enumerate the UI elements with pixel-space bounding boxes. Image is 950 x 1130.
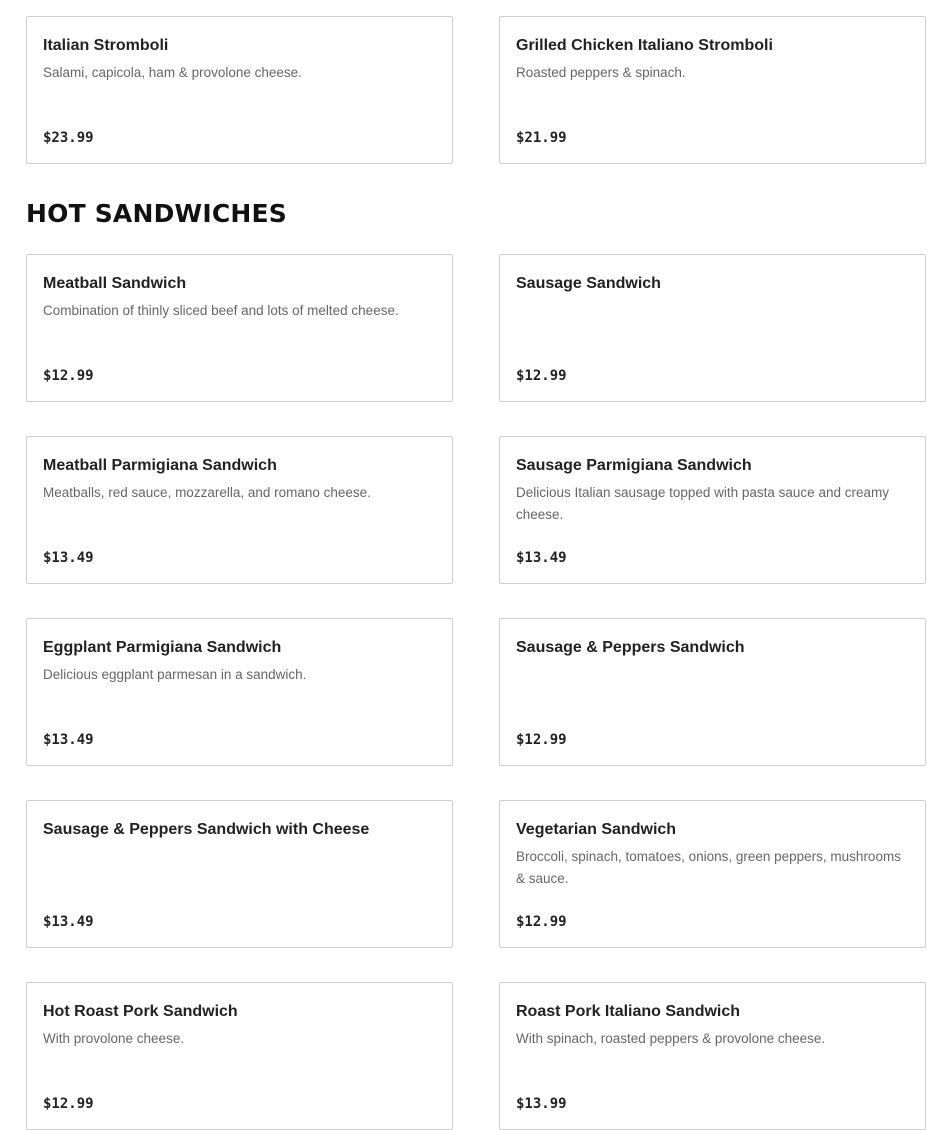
menu-item-name: Meatball Parmigiana Sandwich [43, 457, 277, 474]
section-title-hot-sandwiches: HOT SANDWICHES [26, 199, 287, 228]
menu-item-name: Hot Roast Pork Sandwich [43, 1003, 238, 1020]
menu-item-name: Sausage Sandwich [516, 275, 661, 292]
menu-item-card-meatball-sandwich[interactable] [26, 254, 453, 402]
menu-item-description: With spinach, roasted peppers & provolone cheese. [516, 1031, 826, 1046]
menu-item-name: Sausage Parmigiana Sandwich [516, 457, 752, 474]
menu-item-description: Delicious Italian sausage topped with pasta sauce and creamy cheese. [516, 485, 889, 522]
menu-item-card-sausage-peppers-sandwich-with-cheese[interactable] [26, 800, 453, 948]
menu-item-price: $13.49 [43, 732, 94, 748]
menu-item-price: $12.99 [516, 914, 567, 930]
menu-item-name: Roast Pork Italiano Sandwich [516, 1003, 741, 1020]
menu-item-name: Sausage & Peppers Sandwich [516, 639, 745, 656]
menu-item-price: $12.99 [43, 1096, 94, 1112]
menu-item-description: With provolone cheese. [43, 1031, 185, 1046]
menu-item-description: Salami, capicola, ham & provolone cheese. [43, 65, 302, 80]
menu-item-description: Meatballs, red sauce, mozzarella, and romano cheese. [43, 485, 371, 500]
menu-item-name: Eggplant Parmigiana Sandwich [43, 639, 282, 656]
menu-item-description: Combination of thinly sliced beef and lots of melted cheese. [43, 303, 399, 318]
menu-item-card-vegetarian-sandwich[interactable] [499, 800, 926, 948]
menu-item-price: $13.49 [43, 550, 94, 566]
menu-item-card-sausage-sandwich[interactable] [499, 254, 926, 402]
menu-item-name: Vegetarian Sandwich [516, 821, 677, 838]
menu-item-name: Italian Stromboli [43, 37, 169, 54]
menu-item-price: $13.99 [516, 1096, 567, 1112]
menu-item-price: $23.99 [43, 130, 94, 146]
menu-item-description: Broccoli, spinach, tomatoes, onions, green peppers, mushrooms & sauce. [516, 849, 901, 886]
menu-item-price: $21.99 [516, 130, 567, 146]
menu-item-card-hot-roast-pork-sandwich[interactable] [26, 982, 453, 1130]
menu-item-name: Grilled Chicken Italiano Stromboli [516, 37, 773, 54]
menu-item-name: Meatball Sandwich [43, 275, 187, 292]
menu-item-card-roast-pork-italiano-sandwich[interactable] [499, 982, 926, 1130]
menu-item-price: $13.49 [43, 914, 94, 930]
menu-item-price: $12.99 [516, 732, 567, 748]
menu-item-card-eggplant-parmigiana-sandwich[interactable] [26, 618, 453, 766]
menu-item-price: $12.99 [43, 368, 94, 384]
menu-item-description: Roasted peppers & spinach. [516, 65, 686, 80]
menu-item-card-sausage-parmigiana-sandwich[interactable] [499, 436, 926, 584]
menu-item-card-grilled-chicken-italiano-stromboli[interactable] [499, 16, 926, 164]
menu-item-price: $13.49 [516, 550, 567, 566]
menu-item-card-meatball-parmigiana-sandwich[interactable] [26, 436, 453, 584]
menu-item-card-sausage-peppers-sandwich[interactable] [499, 618, 926, 766]
menu-item-price: $12.99 [516, 368, 567, 384]
menu-item-card-italian-stromboli[interactable] [26, 16, 453, 164]
menu-item-name: Sausage & Peppers Sandwich with Cheese [43, 821, 370, 838]
menu-item-description: Delicious eggplant parmesan in a sandwich. [43, 667, 307, 682]
